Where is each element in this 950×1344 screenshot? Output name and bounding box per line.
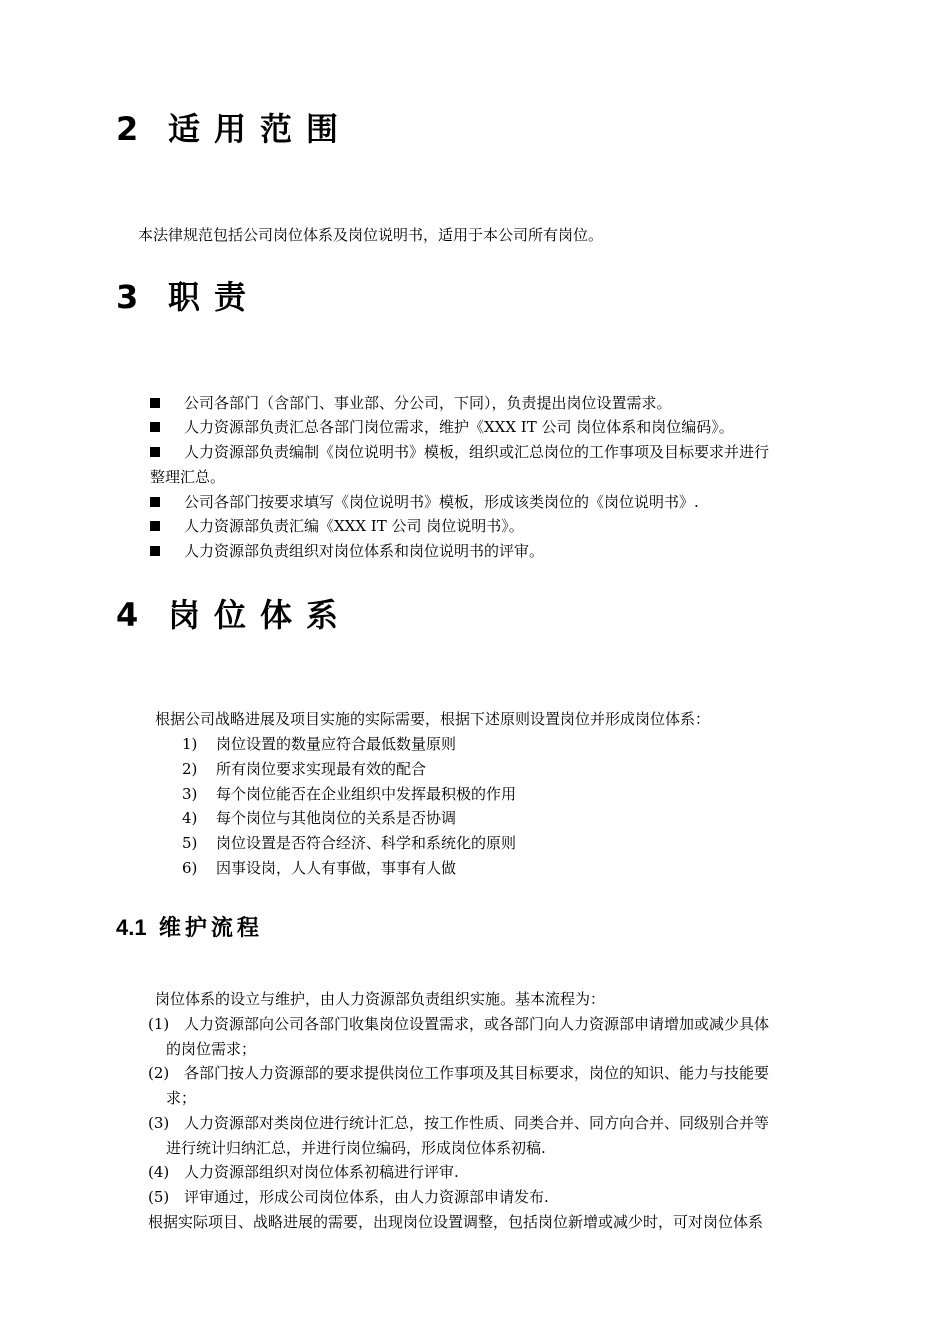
list-item: 人力资源部负责组织对岗位体系和岗位说明书的评审。 bbox=[150, 541, 850, 561]
section-number: 4 bbox=[116, 596, 139, 634]
list-item: 4) 每个岗位与其他岗位的关系是否协调 bbox=[182, 809, 457, 827]
list-item: 人力资源部负责汇编《XXX IT 公司 岗位说明书》。 bbox=[150, 516, 850, 536]
bullet-icon bbox=[150, 422, 160, 432]
section-2-heading bbox=[116, 104, 352, 150]
bullet-icon bbox=[150, 398, 160, 408]
section-4-heading bbox=[116, 590, 352, 636]
section-4-intro: 根据公司战略进展及项目实施的实际需要，根据下述原则设置岗位并形成岗位体系： bbox=[155, 710, 711, 728]
section-2-paragraph: 本法律规范包括公司岗位体系及岗位说明书，适用于本公司所有岗位。 bbox=[138, 226, 604, 244]
list-item: (3) 人力资源部对类岗位进行统计汇总，按工作性质、同类合并、同方向合并、同级别合并等 进行统计归纳汇总，并进行岗位编码，形成岗位体系初稿. bbox=[148, 1114, 770, 1157]
section-4-1-intro: 岗位体系的设立与维护，由人力资源部负责组织实施。基本流程为： bbox=[155, 990, 606, 1008]
section-number: 3 bbox=[116, 278, 139, 316]
section-title: 维护流程 bbox=[158, 915, 263, 940]
list-item: 人力资源部负责编制《岗位说明书》模板，组织或汇总岗位的工作事项及目标要求并进行 bbox=[150, 442, 850, 462]
list-item: 3) 每个岗位能否在企业组织中发挥最积极的作用 bbox=[182, 785, 517, 803]
list-item: 6) 因事设岗，人人有事做，事事有人做 bbox=[182, 859, 457, 877]
section-number: 2 bbox=[116, 110, 139, 148]
section-3-heading bbox=[116, 272, 260, 318]
list-item: (5) 评审通过，形成公司岗位体系，由人力资源部申请发布. bbox=[148, 1188, 549, 1206]
section-4-1-heading bbox=[116, 911, 263, 942]
bullet-icon bbox=[150, 521, 160, 531]
list-item: 1) 岗位设置的数量应符合最低数量原则 bbox=[182, 735, 457, 753]
list-item: 2) 所有岗位要求实现最有效的配合 bbox=[182, 760, 427, 778]
section-number: 4.1 bbox=[116, 915, 147, 940]
list-item: (1) 人力资源部向公司各部门收集岗位设置需求，或各部门向人力资源部申请增加或减少具体 的岗位需求； bbox=[148, 1015, 770, 1058]
list-item: 5) 岗位设置是否符合经济、科学和系统化的原则 bbox=[182, 834, 517, 852]
list-item: (2) 各部门按人力资源部的要求提供岗位工作事项及其目标要求，岗位的知识、能力与技能要 求； bbox=[148, 1064, 770, 1107]
list-item-continuation: 整理汇总。 bbox=[150, 468, 226, 486]
section-title: 岗位体系 bbox=[168, 596, 353, 634]
closing-paragraph: 根据实际项目、战略进展的需要，出现岗位设置调整，包括岗位新增或减少时，可对岗位体系 bbox=[148, 1213, 764, 1231]
section-title: 适用范围 bbox=[168, 110, 353, 148]
section-title: 职责 bbox=[168, 278, 261, 316]
bullet-icon bbox=[150, 447, 160, 457]
bullet-icon bbox=[150, 497, 160, 507]
list-item: 公司各部门按要求填写《岗位说明书》模板，形成该类岗位的《岗位说明书》. bbox=[150, 492, 850, 512]
list-item: 公司各部门（含部门、事业部、分公司，下同），负责提出岗位设置需求。 bbox=[150, 393, 850, 413]
list-item: (4) 人力资源部组织对岗位体系初稿进行评审. bbox=[148, 1163, 459, 1181]
bullet-icon bbox=[150, 546, 160, 556]
list-item: 人力资源部负责汇总各部门岗位需求，维护《XXX IT 公司 岗位体系和岗位编码》。 bbox=[150, 417, 850, 437]
